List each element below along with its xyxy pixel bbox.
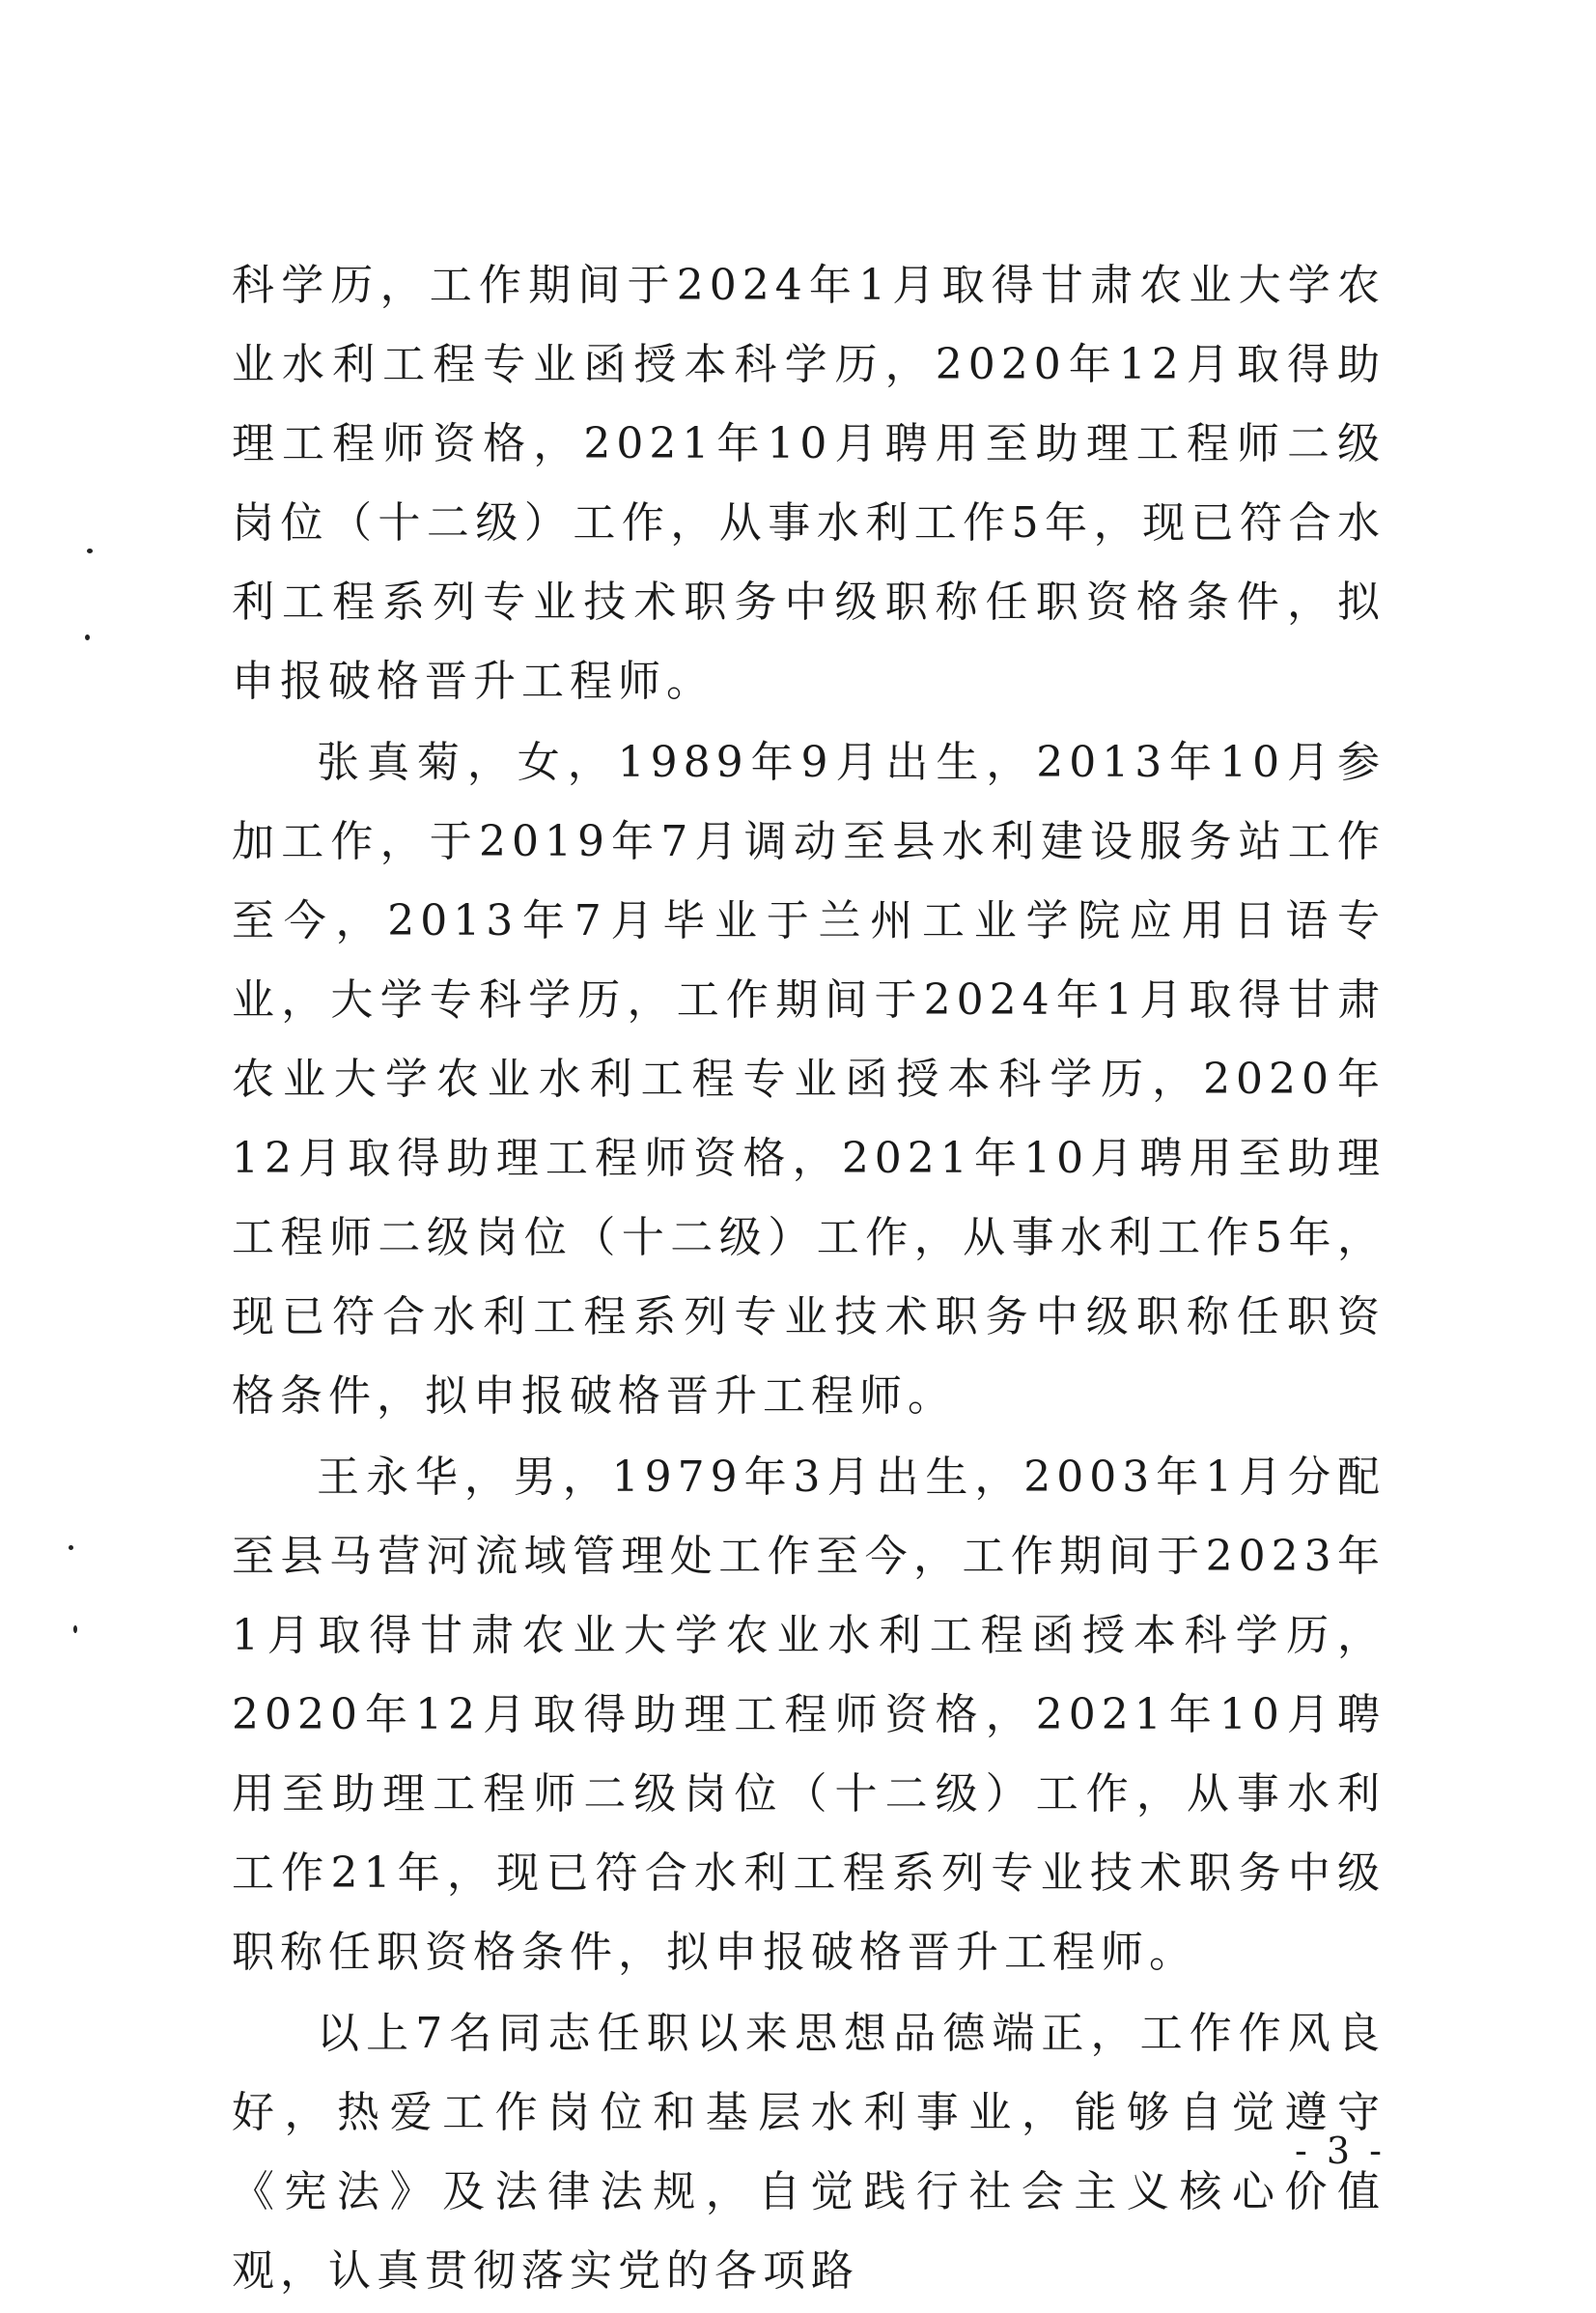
page-number: - 3 - xyxy=(1294,2130,1386,2172)
scan-speck xyxy=(69,1545,73,1550)
scan-speck xyxy=(85,635,90,640)
paragraph-summary: 以上7名同志任职以来思想品德端正，工作作风良好，热爱工作岗位和基层水利事业，能够自觉遵守《宪法》及法律法规，自觉践行社会主义核心价值观，认真贯彻落实党的各项路 xyxy=(232,2009,1386,2296)
scan-speck xyxy=(73,1625,77,1633)
document-body xyxy=(232,246,1386,2313)
paragraph-zhang-zhenju: 张真菊，女，1989年9月出生，2013年10月参加工作，于2019年7月调动至县水利建设服务站工作至今，2013年7月毕业于兰州工业学院应用日语专业，大学专科学历，工作期间于2024年1月取得甘肃农业大学农业水利工程专业函授本科学历，2020年12月取得助理工程师资格，2021年10月聘用至助理工程师二级岗位（十二级）工作，从事水利工作5年，现已符合水利工程系列专业技术职务中级职称任职资格条件，拟申报破格晋升工程师。 xyxy=(232,738,1386,1421)
scan-speck xyxy=(87,549,93,553)
paragraph-continuation: 科学历，工作期间于2024年1月取得甘肃农业大学农业水利工程专业函授本科学历，2020年12月取得助理工程师资格，2021年10月聘用至助理工程师二级岗位（十二级）工作，从事水利工作5年，现已符合水利工程系列专业技术职务中级职称任职资格条件，拟申报破格晋升工程师。 xyxy=(232,261,1386,706)
paragraph-wang-yonghua: 王永华，男，1979年3月出生，2003年1月分配至县马营河流域管理处工作至今，工作期间于2023年1月取得甘肃农业大学农业水利工程函授本科学历，2020年12月取得助理工程师资格，2021年10月聘用至助理工程师二级岗位（十二级）工作，从事水利工作21年，现已符合水利工程系列专业技术职务中级职称任职资格条件，拟申报破格晋升工程师。 xyxy=(232,1453,1386,1977)
